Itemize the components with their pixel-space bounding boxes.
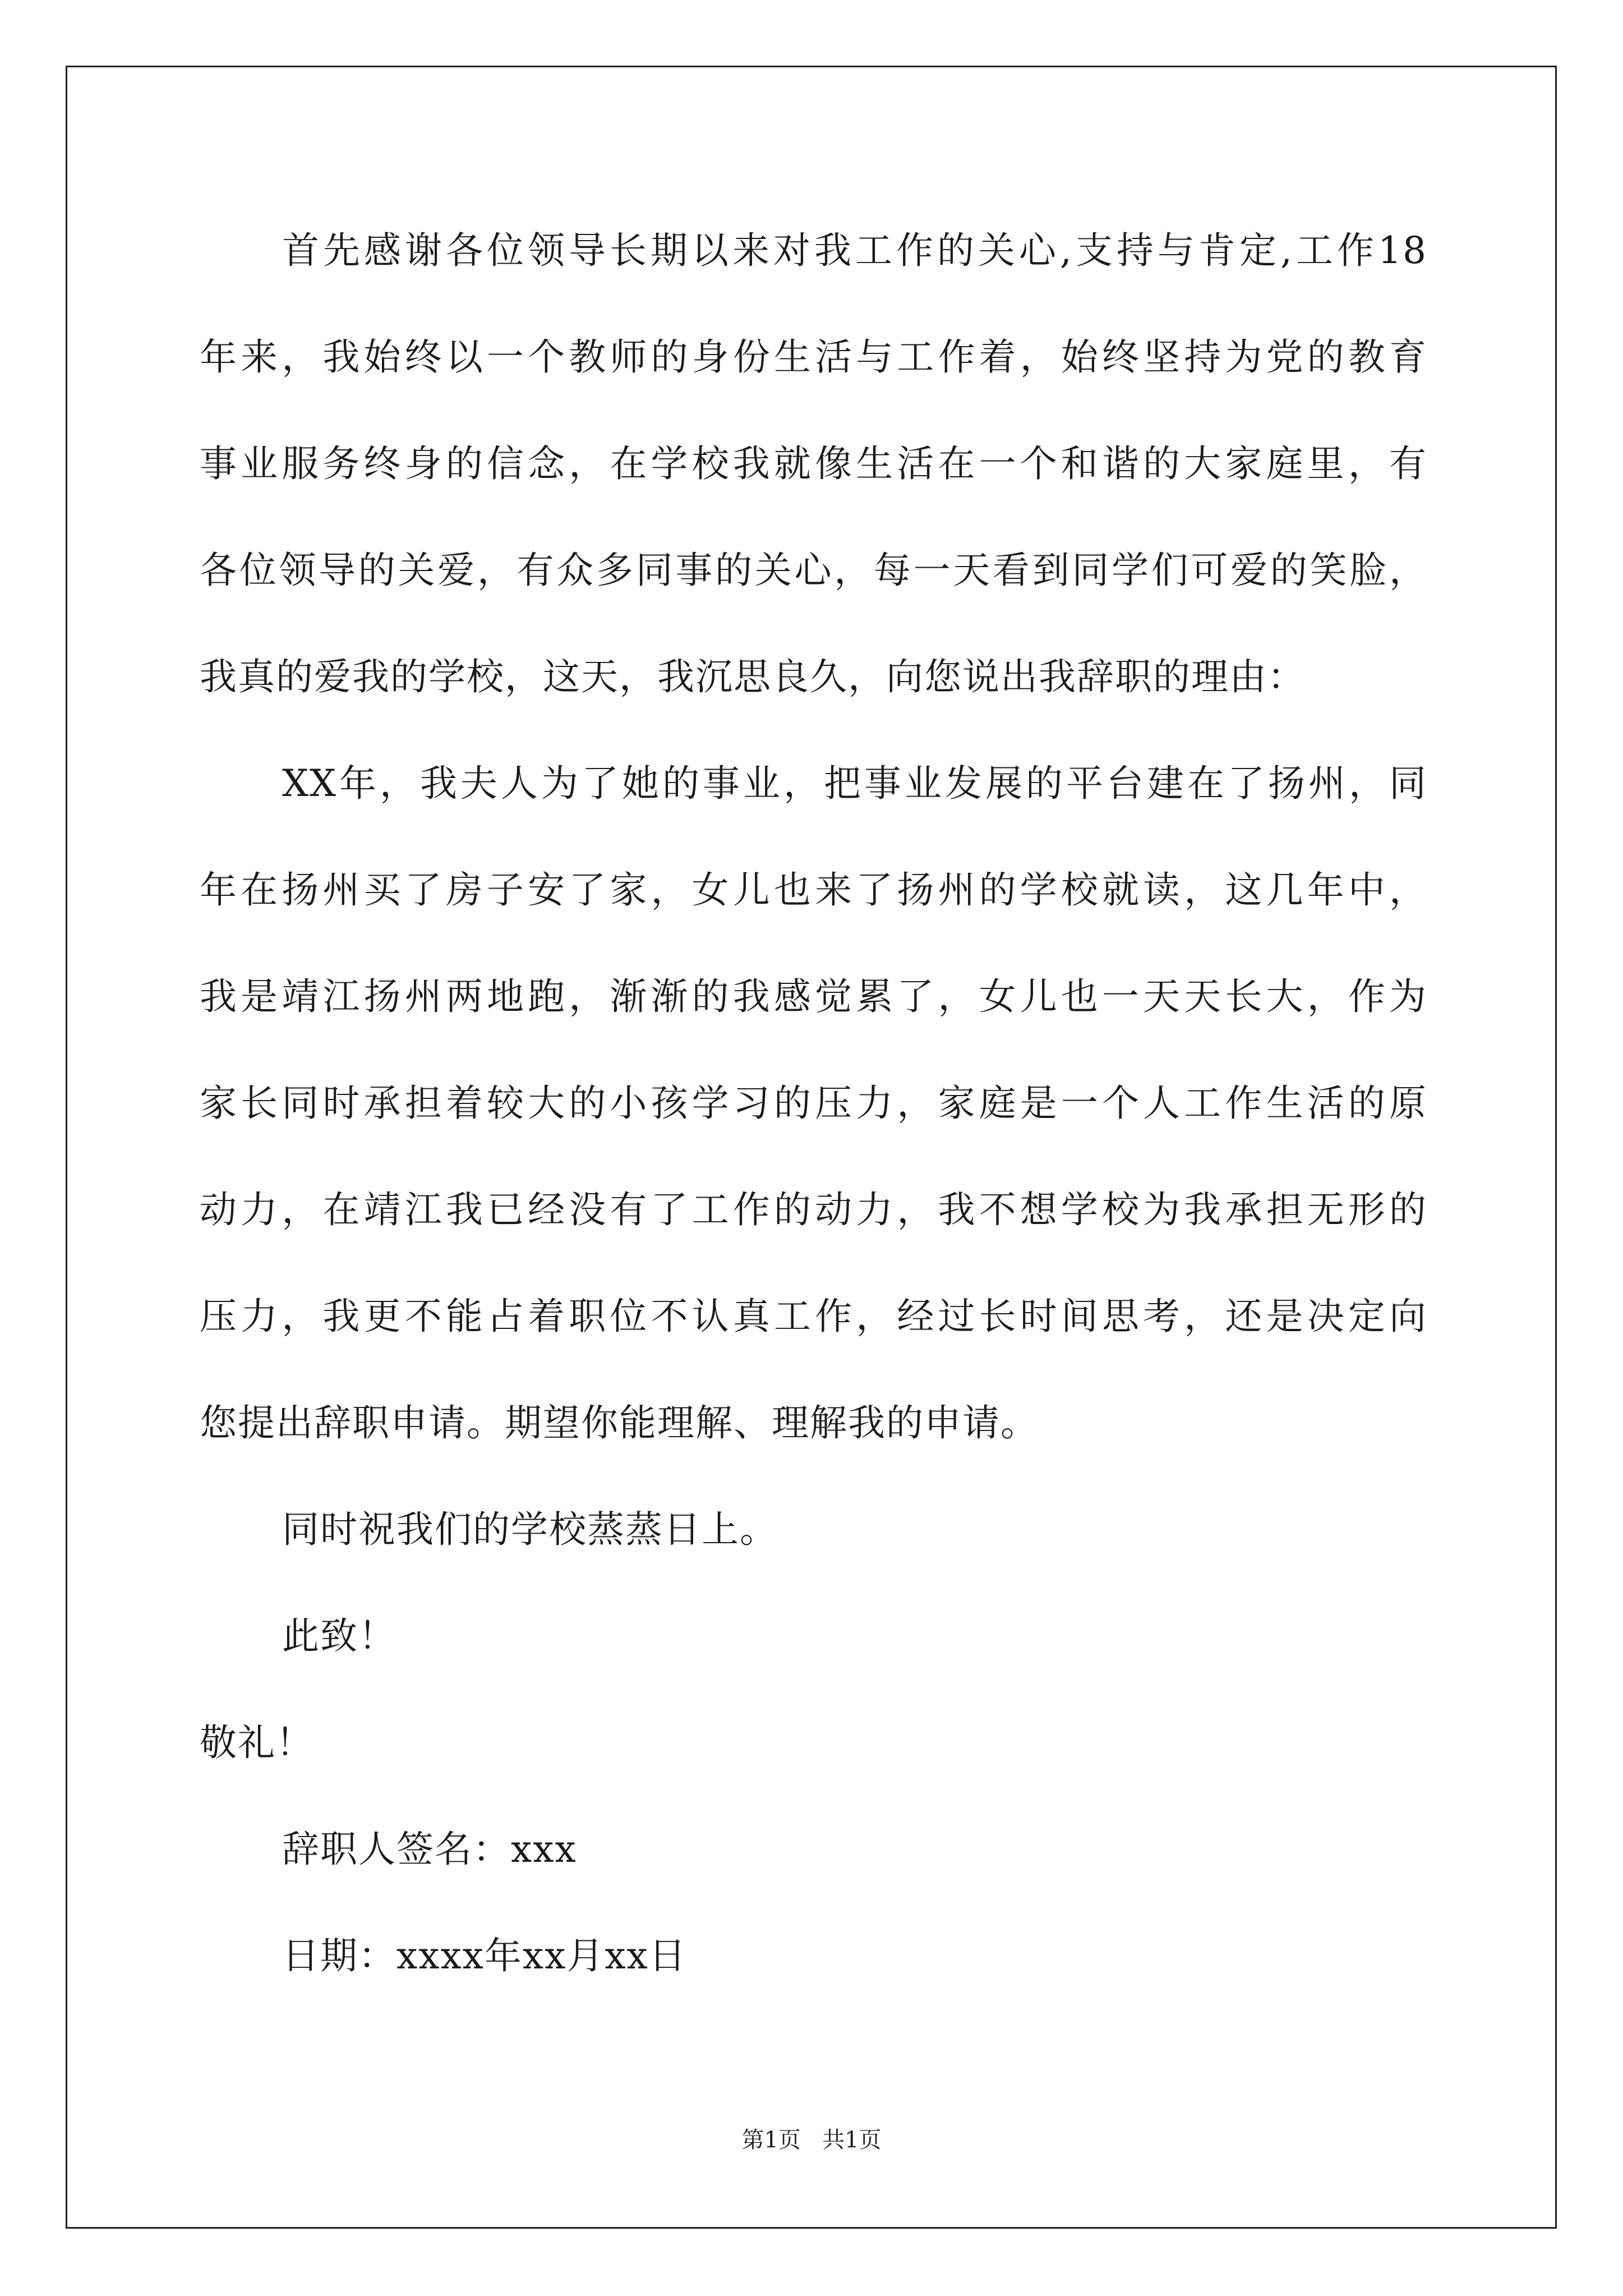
signature-line: 辞职人签名：xxx [282,1828,577,1871]
paragraph-1-line-1: 首先感谢各位领导长期以来对我工作的关心,支持与肯定,工作18 [282,229,1427,272]
paragraph-2-line-3: 我是靖江扬州两地跑，渐渐的我感觉累了，女儿也一天天长大，作为 [200,975,1427,1018]
paragraph-2-line-6: 压力，我更不能占着职位不认真工作，经过长时间思考，还是决定向 [200,1295,1427,1338]
salute-line: 敬礼！ [200,1721,314,1764]
paragraph-1-line-5: 我真的爱我的学校，这天，我沉思良久，向您说出我辞职的理由： [200,655,1306,698]
closing-line: 此致！ [282,1614,396,1658]
date-line: 日期：xxxx年xx月xx日 [282,1934,687,1977]
paragraph-2-line-2: 年在扬州买了房子安了家，女儿也来了扬州的学校就读，这几年中， [200,868,1427,912]
wish-line: 同时祝我们的学校蒸蒸日上。 [282,1508,778,1551]
paragraph-1-line-3: 事业服务终身的信念，在学校我就像生活在一个和谐的大家庭里，有 [200,442,1427,485]
paragraph-2-line-1: XX年，我夫人为了她的事业，把事业发展的平台建在了扬州，同 [282,762,1427,805]
paragraph-2-line-5: 动力，在靖江我已经没有了工作的动力，我不想学校为我承担无形的 [200,1188,1427,1231]
paragraph-2-line-7: 您提出辞职申请。期望你能理解、理解我的申请。 [200,1401,1039,1444]
paragraph-1-line-2: 年来，我始终以一个教师的身份生活与工作着，始终坚持为党的教育 [200,335,1427,379]
page-number-footer: 第1页 共1页 [741,2127,882,2153]
page-border [66,66,1557,2229]
paragraph-1-line-4: 各位领导的关爱，有众多同事的关心，每一天看到同学们可爱的笑脸， [200,549,1427,592]
paragraph-2-line-4: 家长同时承担着较大的小孩学习的压力，家庭是一个人工作生活的原 [200,1082,1427,1125]
